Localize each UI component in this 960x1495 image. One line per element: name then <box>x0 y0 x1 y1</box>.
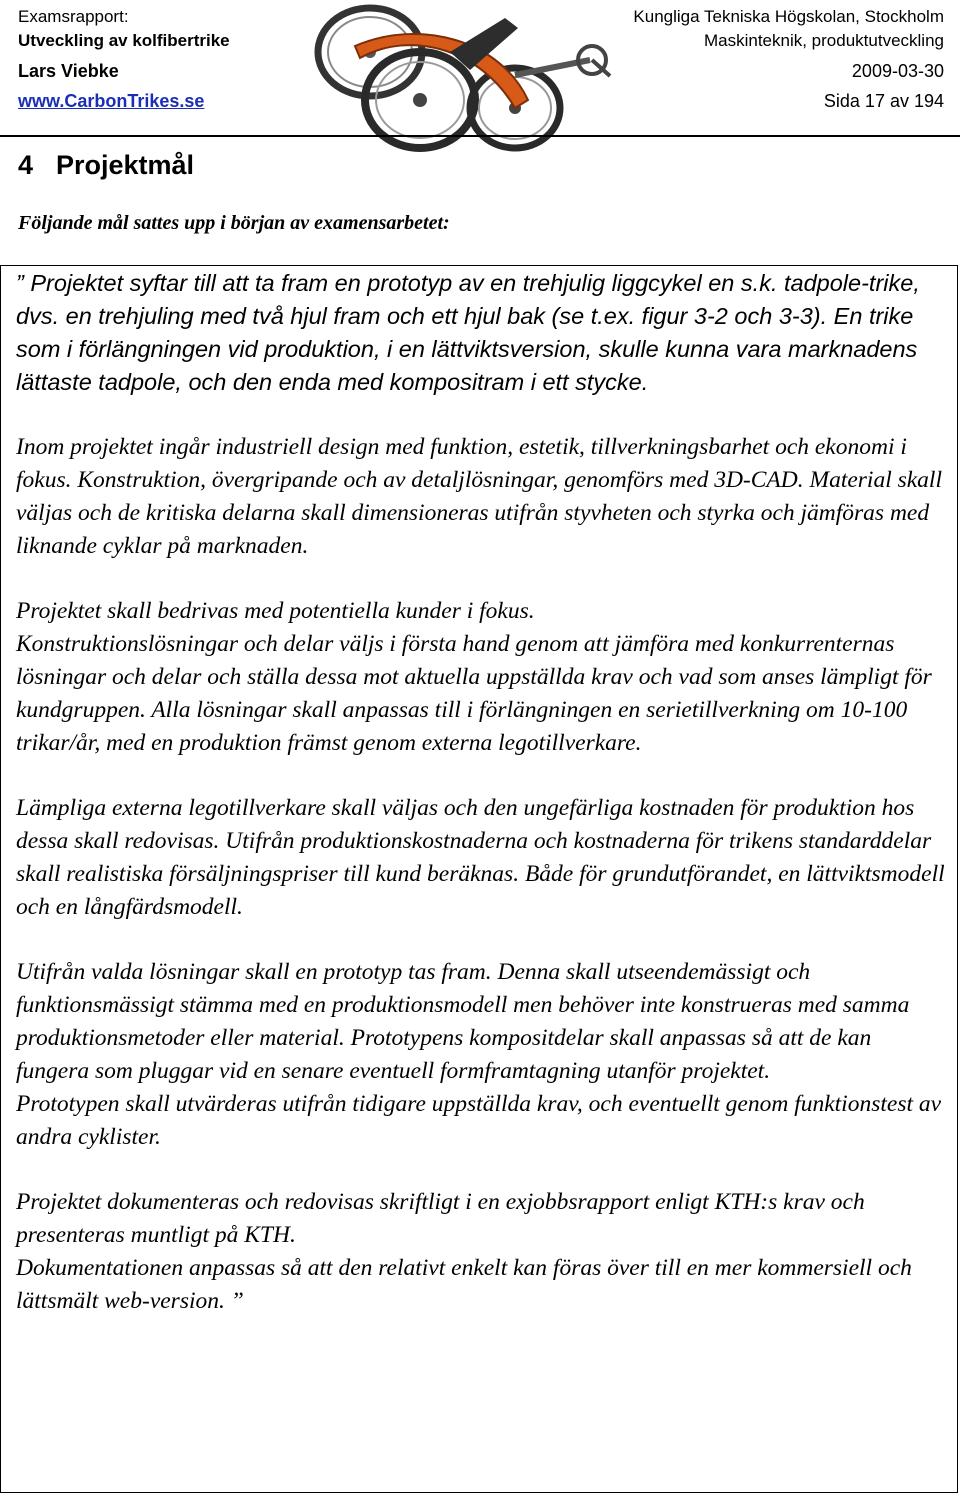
section-heading <box>18 152 194 179</box>
paragraph-5a: Utifrån valda lösningar skall en prototyp tas fram. Denna skall utseendemässigt och funktionsmässigt stämma med en produktionsmodell men behöver inte konstrueras med samma produktionsmetoder eller material. Prototypens kompositdelar skall anpassas så att de kan fungera som pluggar vid en senare eventuell formframtagning utanför projektet. <box>16 959 910 1084</box>
page-number: Sida 17 av 194 <box>823 91 944 111</box>
section-intro: Följande mål sattes upp i början av examensarbetet: <box>18 212 450 234</box>
paragraph-6a: Projektet dokumenteras och redovisas skriftligt i en exjobbsrapport enligt KTH:s krav och presenteras muntligt på KTH. <box>16 1189 865 1248</box>
section-number: 4 <box>18 150 34 180</box>
header-right <box>633 8 944 116</box>
report-title: Utveckling av kolfibertrike <box>18 31 230 50</box>
report-type: Examsrapport: <box>18 7 129 26</box>
section-title: Projektmål <box>56 150 195 180</box>
paragraph-2: Inom projektet ingår industriell design med funktion, estetik, tillverkningsbarhet och ekonomi i fokus. Konstruktion, övergripande och av detaljlösningar, genomförs med 3D-CAD. Material skall väljas och de kritiska delarna skall dimensioneras utifrån styvheten och styrka och jämföras med liknande cyklar på marknaden. <box>16 434 942 559</box>
university-name: Kungliga Tekniska Högskolan, Stockholm <box>633 7 944 26</box>
paragraph-3a: Projektet skall bedrivas med potentiella kunder i fokus. <box>16 598 535 624</box>
report-date: 2009-03-30 <box>851 61 944 81</box>
paragraph-1: ” Projektet syftar till att ta fram en prototyp av en trehjulig liggcykel en s.k. tadpole-trike, dvs. en trehjuling med två hjul fram och ett hjul bak (se t.ex. figur 3-2 och 3-3). En trike som i förlängningen vid produktion, i en lättviktsversion, skulle kunna vara marknadens lättaste tadpole, och den enda med kompositram i ett stycke. <box>16 270 920 395</box>
header-divider <box>0 135 960 137</box>
paragraph-4: Lämpliga externa legotillverkare skall väljas och den ungefärliga kostnaden för produktion hos dessa skall redovisas. Utifrån produktionskostnaderna och kostnaderna för trikens standarddelar skall realistiska försäljningspriser till kund beräknas. Både för grundutförandet, en lättviktsmodell och en långfärdsmodell. <box>16 795 945 920</box>
author-name: Lars Viebke <box>18 61 119 81</box>
paragraph-5b: Prototypen skall utvärderas utifrån tidigare uppställda krav, och eventuellt genom funktionstest av andra cyklister. <box>16 1091 942 1150</box>
header-left <box>18 8 230 116</box>
department-name: Maskinteknik, produktutveckling <box>703 31 944 50</box>
quote-body <box>16 267 946 1318</box>
paragraph-3b: Konstruktionslösningar och delar väljs i första hand genom att jämföra med konkurrenternas lösningar och delar och ställa dessa mot aktuella uppställda krav och vad som anses lämpligt för kundgruppen. Alla lösningar skall anpassas till i förlängningen en serietillverkning om 10-100 trikar/år, med en produktion främst genom externa legotillverkare. <box>16 631 932 756</box>
website-link[interactable]: www.CarbonTrikes.se <box>18 91 205 111</box>
paragraph-6b: Dokumentationen anpassas så att den relativt enkelt kan föras över till en mer kommersiell och lättsmält web-version. ” <box>16 1255 912 1314</box>
